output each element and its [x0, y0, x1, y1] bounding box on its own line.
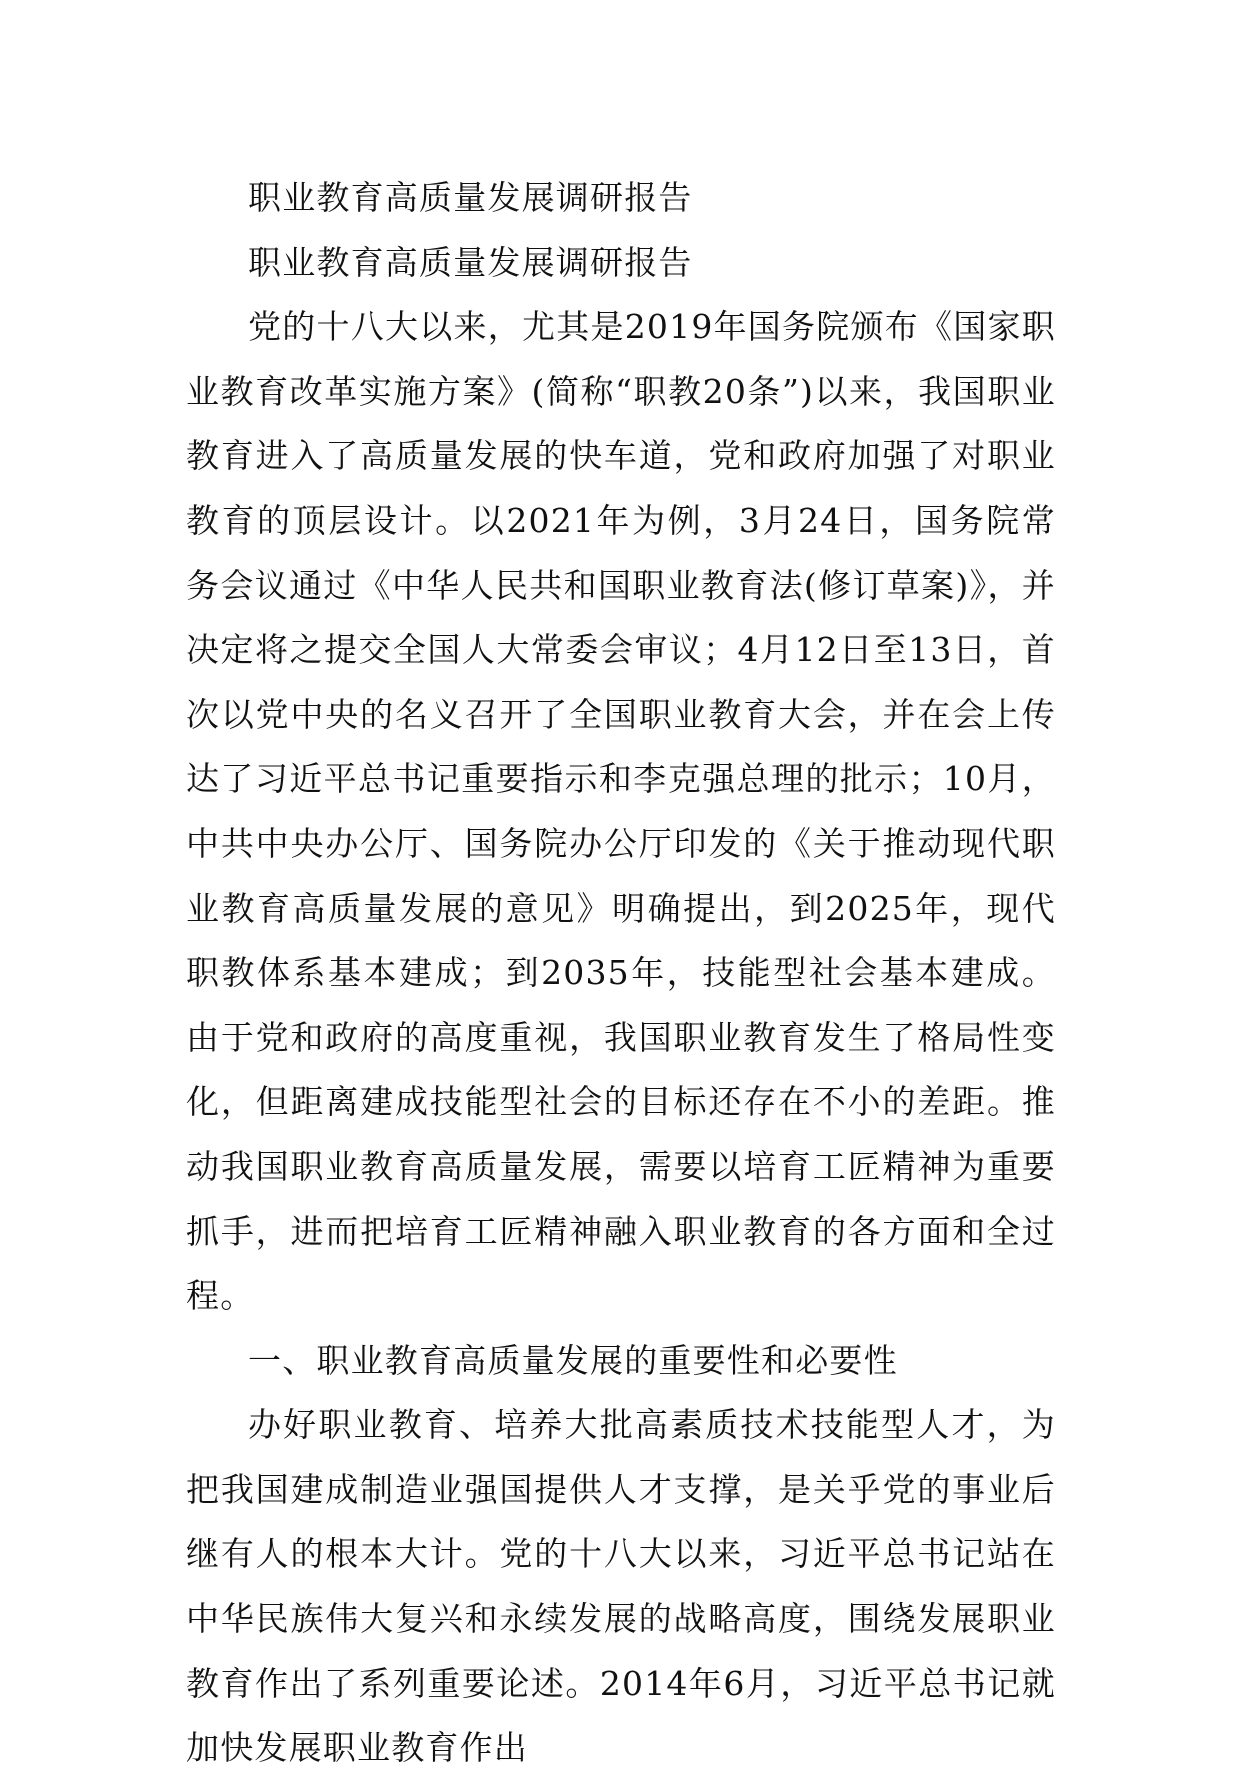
document-title: 职业教育高质量发展调研报告 [248, 178, 693, 217]
intro-paragraph: 党的十八大以来，尤其是2019年国务院颁布《国家职业教育改革实施方案》(简称“职教20条”)以来，我国职业教育进入了高质量发展的快车道，党和政府加强了对职业教育的顶层设计。以2021年为例，3月24日，国务院常务会议通过《中华人民共和国职业教育法(修订草案)》，并决定将之提交全国人大常委会审议；4月12日至13日，首次以党中央的名义召开了全国职业教育大会，并在会上传达了习近平总书记重要指示和李克强总理的批示；10月，中共中央办公厅、国务院办公厅印发的《关于推动现代职业教育高质量发展的意见》明确提出，到2025年，现代职教体系基本建成；到2035年，技能型社会基本建成。由于党和政府的高度重视，我国职业教育发生了格局性变化，但距离建成技能型社会的目标还存在不小的差距。推动我国职业教育高质量发展，需要以培育工匠精神为重要抓手，进而把培育工匠精神融入职业教育的各方面和全过程。 [186, 307, 1056, 1316]
document-body [186, 166, 1056, 1781]
section-heading: 一、职业教育高质量发展的重要性和必要性 [248, 1340, 898, 1380]
document-subtitle: 职业教育高质量发展调研报告 [248, 242, 693, 282]
section-paragraph: 办好职业教育、培养大批高素质技术技能型人才，为把我国建成制造业强国提供人才支撑，是关乎党的事业后继有人的根本大计。党的十八大以来，习近平总书记站在中华民族伟大复兴和永续发展的战略高度，围绕发展职业教育作出了系列重要论述。2014年6月，习近平总书记就加快发展职业教育作出 [186, 1405, 1056, 1768]
